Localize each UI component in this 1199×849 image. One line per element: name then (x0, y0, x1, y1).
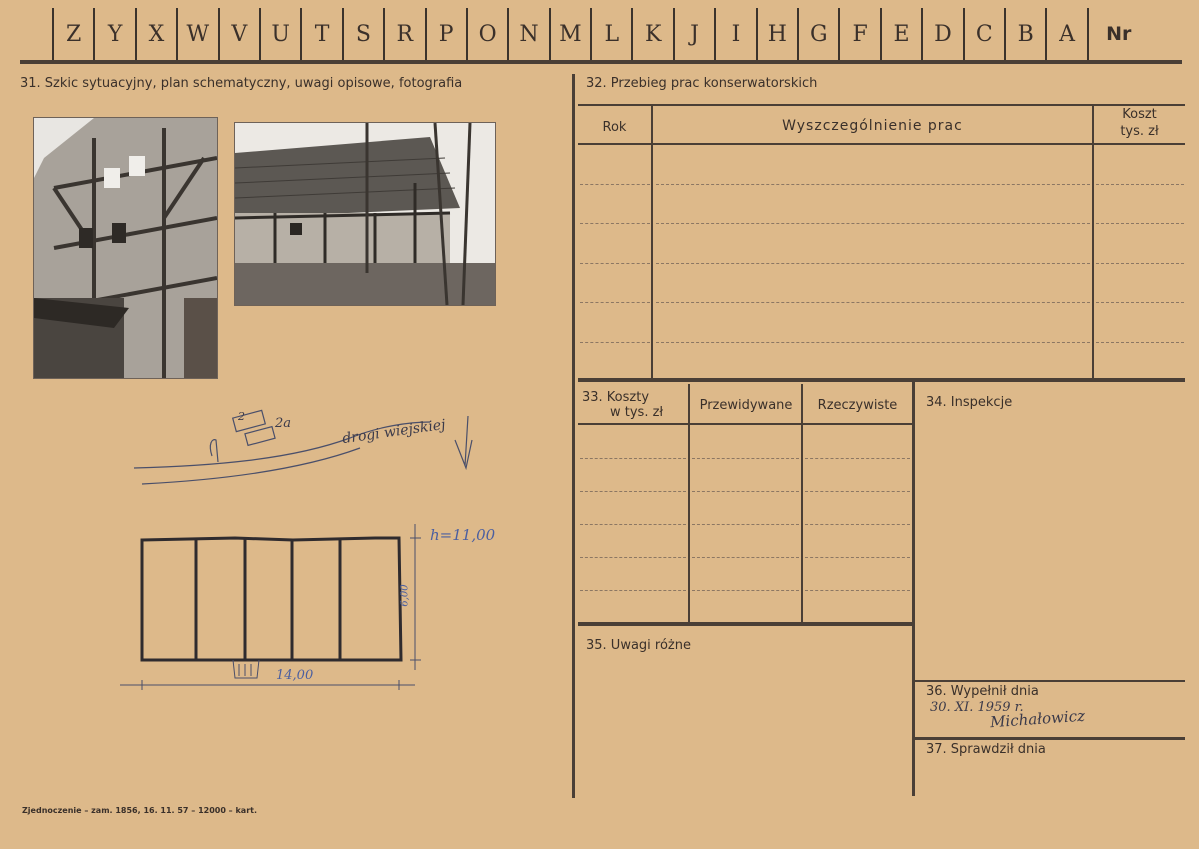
print-footer: Zjednoczenie – zam. 1856, 16. 11. 57 – 12000 – kart. (22, 806, 257, 815)
table33-col-sep-1 (688, 384, 690, 622)
letter-cell-s: S (342, 8, 383, 60)
table32-row-line (1096, 263, 1184, 264)
table33-row-line (805, 491, 910, 492)
right-divider (912, 380, 915, 796)
letter-cell-d: D (921, 8, 962, 60)
letter-cell-x: X (135, 8, 176, 60)
letter-cell-u: U (259, 8, 300, 60)
letter-cell-c: C (963, 8, 1004, 60)
table32-row-line (580, 223, 650, 224)
table33-row-line (580, 491, 686, 492)
photo-building-side (33, 117, 218, 379)
letter-cell-j: J (673, 8, 714, 60)
section-31-label: 31. Szkic sytuacyjny, plan schematyczny, uwagi opisowe, fotografia (20, 76, 463, 91)
table33-row-line (805, 458, 910, 459)
col-actual: Rzeczywiste (817, 398, 898, 413)
nr-cell: Nr (1087, 8, 1149, 60)
table33-header-bottom (578, 423, 913, 425)
section-36-label: 36. Wypełnił dnia (926, 684, 1039, 699)
main-divider (572, 74, 575, 798)
letter-cell-a: A (1045, 8, 1086, 60)
letter-cell-v: V (218, 8, 259, 60)
letter-cell-z: Z (52, 8, 93, 60)
col-cost-2: tys. zł (1120, 124, 1159, 139)
table32-row-line (1096, 184, 1184, 185)
letter-cell-e: E (880, 8, 921, 60)
length-dimension: 14,00 (276, 668, 314, 683)
floor-plan-sketch (115, 520, 435, 695)
header-rule (20, 60, 1182, 64)
table33-row-line (692, 458, 799, 459)
letter-cell-t: T (300, 8, 341, 60)
letter-cell-k: K (631, 8, 672, 60)
table32-col-sep-2 (1092, 106, 1094, 378)
table33-row-line (692, 557, 799, 558)
section-33-label-1: 33. Koszty (582, 390, 650, 405)
signature: Michałowicz (989, 706, 1086, 732)
table32-row-line (580, 302, 650, 303)
table33-row-line (580, 557, 686, 558)
letter-cell-o: O (466, 8, 507, 60)
letter-cell-f: F (838, 8, 879, 60)
table32-row-line (656, 223, 1090, 224)
letter-cell-b: B (1004, 8, 1045, 60)
width-dimension: 6,00 (399, 584, 411, 607)
table32-row-line (1096, 342, 1184, 343)
section-34-label: 34. Inspekcje (926, 395, 1013, 410)
letter-cell-y: Y (93, 8, 134, 60)
letter-index-row (52, 8, 1149, 60)
letter-cell-g: G (797, 8, 838, 60)
section-32-label: 32. Przebieg prac konserwatorskich (586, 76, 818, 91)
table32-row-line (656, 263, 1090, 264)
table33-row-line (805, 557, 910, 558)
table33-row-line (805, 590, 910, 591)
table32-row-line (656, 302, 1090, 303)
table32-row-line (580, 184, 650, 185)
section-37-label: 37. Sprawdził dnia (926, 742, 1046, 757)
road-label: drogi wiejskiej (341, 416, 447, 448)
table33-row-line (580, 524, 686, 525)
letter-cell-w: W (176, 8, 217, 60)
photo-building-front (234, 122, 496, 306)
letter-cell-r: R (383, 8, 424, 60)
table32-row-line (580, 263, 650, 264)
section-37-top (915, 737, 1185, 740)
height-dimension: h=11,00 (430, 526, 496, 544)
table32-row-line (1096, 302, 1184, 303)
situation-sketch (120, 400, 490, 500)
table33-row-line (580, 590, 686, 591)
table33-row-line (580, 458, 686, 459)
plot-number: 2 (238, 410, 245, 423)
table33-row-line (692, 491, 799, 492)
section-33-label-2: w tys. zł (610, 405, 664, 420)
col-rok: Rok (602, 120, 627, 135)
section-36-top (915, 680, 1185, 682)
table33-row-line (692, 524, 799, 525)
letter-cell-l: L (590, 8, 631, 60)
table32-row-line (1096, 223, 1184, 224)
col-cost-1: Koszt (1122, 107, 1157, 122)
table33-bottom (578, 622, 913, 626)
table33-row-line (692, 590, 799, 591)
table32-col-sep-1 (651, 106, 653, 378)
table32-row-line (656, 184, 1090, 185)
col-works: Wyszczególnienie prac (782, 118, 963, 134)
table33-row-line (805, 524, 910, 525)
letter-cell-h: H (756, 8, 797, 60)
filled-date: 30. XI. 1959 r. (930, 700, 1024, 715)
letter-cell-i: I (714, 8, 755, 60)
col-planned: Przewidywane (699, 398, 793, 413)
letter-cell-n: N (507, 8, 548, 60)
table33-col-sep-2 (801, 384, 803, 622)
plot-label: 2a (275, 416, 292, 431)
table32-bottom (578, 378, 1185, 382)
letter-cell-m: M (549, 8, 590, 60)
table32-row-line (656, 342, 1090, 343)
table32-row-line (580, 342, 650, 343)
section-35-label: 35. Uwagi różne (586, 638, 691, 653)
letter-cell-p: P (425, 8, 466, 60)
